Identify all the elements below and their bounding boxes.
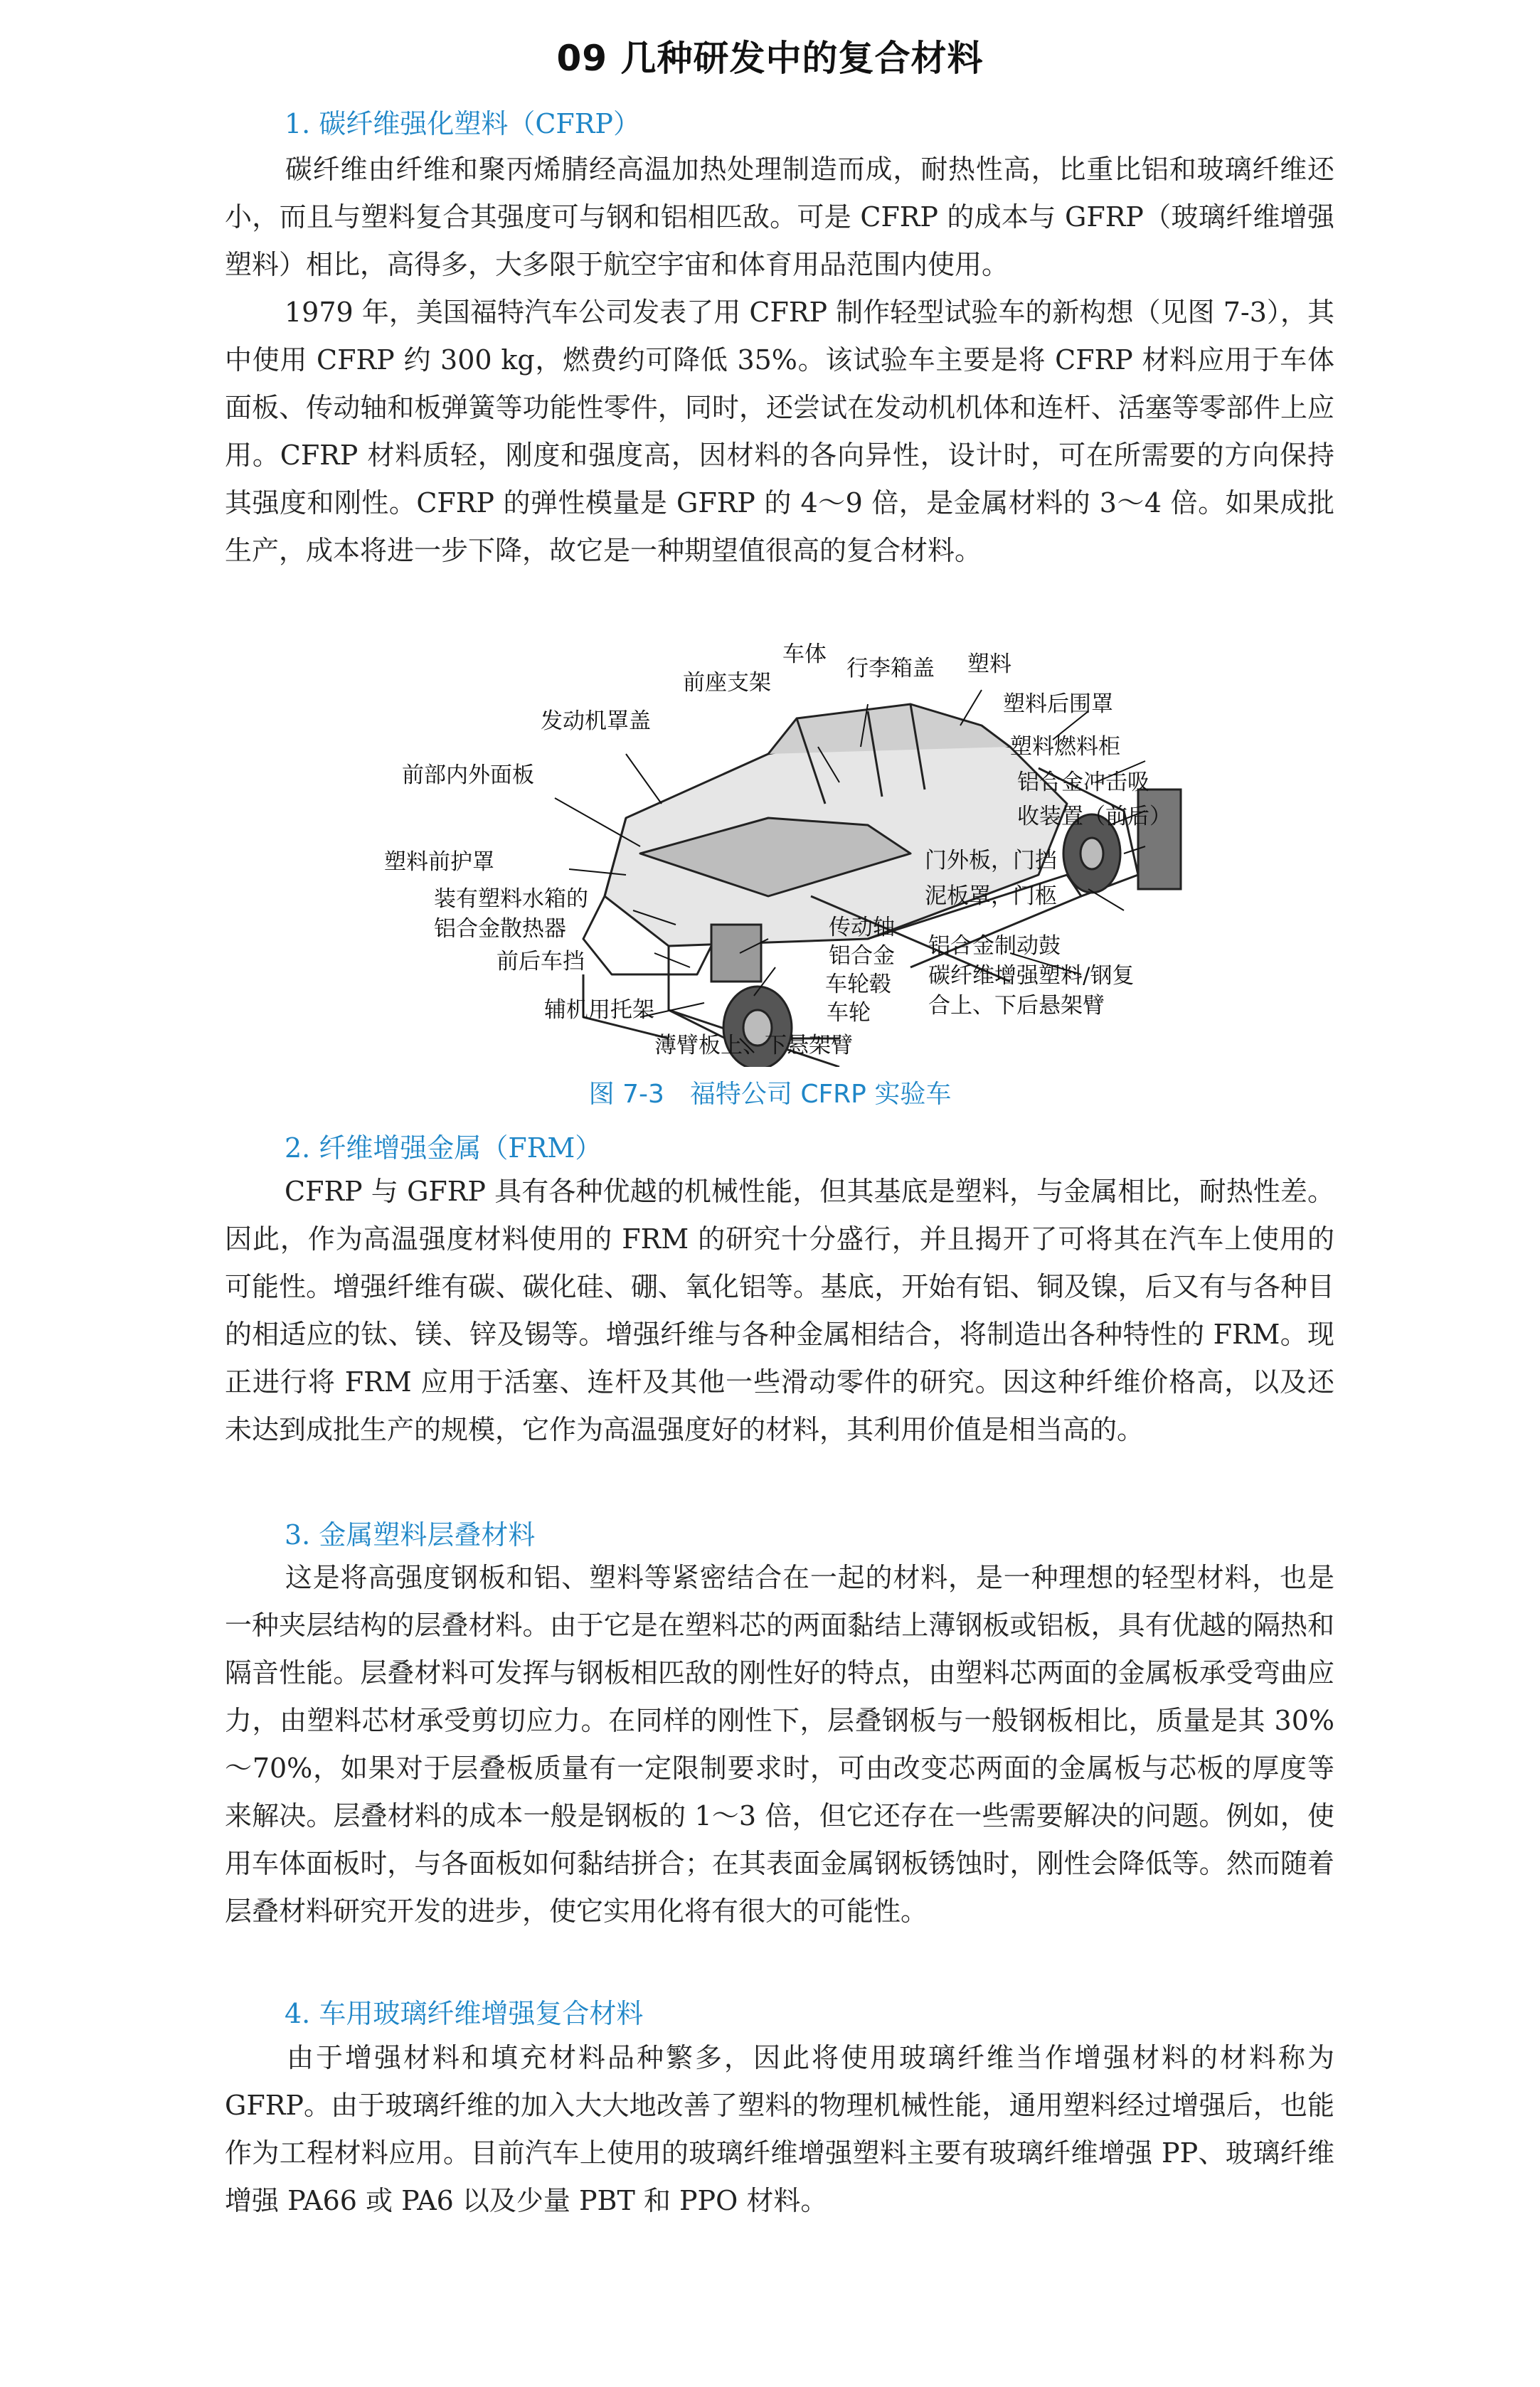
paragraph [225,1168,1334,1454]
label-front-seat-bracket: 前座支架 [683,670,771,696]
label-wheel: 车轮 [827,1000,871,1026]
section-body-gfrp [225,2034,1334,2225]
paragraph [225,289,1334,575]
label-hood: 发动机罩盖 [541,708,651,734]
section-heading-gfrp: 4. 车用玻璃纤维增强复合材料 [285,1998,644,2029]
paragraph-text: 由于增强材料和填充材料品种繁多，因此将使用玻璃纤维当作增强材料的材料称为 GFRP。由于玻璃纤维的加入大大地改善了塑料的物理机械性能，通用塑料经过增强后，也能作为工程材料应用。目前汽车上使用的玻璃纤维增强塑料主要有玻璃纤维增强 PP、玻璃纤维增强 PA66 或 PA6 以及少量 PBT 和 PPO 材料。 [225,2042,1334,2216]
label-al-impact-absorber-1: 铝合金冲击吸 [1017,770,1149,795]
label-cfrp-arms-1: 碳纤维增强塑料/钢复 [928,963,1135,989]
section-body-frm [225,1168,1334,1454]
label-drive-shaft: 传动轴 [829,915,895,940]
label-plastic-rear-shroud: 塑料后围罩 [1003,691,1113,717]
paragraph-text: 1979 年，美国福特汽车公司发表了用 CFRP 制作轻型试验车的新构想（见图 7-3），其中使用 CFRP 约 300 kg，燃费约可降低 35%。该试验车主要是将 CFRP 材料应用于车体面板、传动轴和板弹簧等功能性零件，同时，还尝试在发动机机体和连杆、活塞等零部件上应用。CFRP 材料质轻，刚度和强度高，因材料的各向异性，设计时，可在所需要的方向保持其强度和刚性。CFRP 的弹性模量是 GFRP 的 4～9 倍，是金属材料的 3～4 倍。如果成批生产，成本将进一步下降，故它是一种期望值很高的复合材料。 [225,297,1334,566]
label-bumpers: 前后车挡 [496,949,585,974]
page-title: 09 几种研发中的复合材料 [556,38,984,79]
label-al-wheel-hub-1: 铝合金 [829,943,895,969]
figure-caption: 图 7-3 福特公司 CFRP 实验车 [588,1080,952,1109]
label-plastic-fuel-tank: 塑料燃料柜 [1010,734,1120,760]
section-body-laminate [225,1554,1334,1935]
label-aux-bracket: 辅机用托架 [544,997,654,1023]
label-front-panels: 前部内外面板 [402,762,534,788]
figure-ford-cfrp-car [370,640,1223,1067]
section-heading-frm: 2. 纤维增强金属（FRM） [285,1132,602,1164]
label-plastic-front-guard: 塑料前护罩 [384,849,494,875]
paragraph-text: 碳纤维由纤维和聚丙烯腈经高温加热处理制造而成，耐热性高，比重比铝和玻璃纤维还小，而且与塑料复合其强度可与钢和铝相匹敌。可是 CFRP 的成本与 GFRP（玻璃纤维增强塑料）相比，高得多，大多限于航空宇宙和体育用品范围内使用。 [225,154,1334,280]
section-heading-laminate: 3. 金属塑料层叠材料 [285,1519,536,1551]
label-door-panel-1: 门外板，门挡 [925,848,1057,873]
paragraph [225,2034,1334,2225]
label-trunk-lid: 行李箱盖 [846,656,935,681]
section-heading-cfrp: 1. 碳纤维强化塑料（CFRP） [285,108,640,139]
label-cfrp-arms-2: 合上、下后悬架臂 [928,993,1105,1019]
paragraph [225,1554,1334,1935]
label-thin-arms: 薄臂板上、下悬架臂 [654,1033,853,1058]
label-al-impact-absorber-2: 收装置（前后） [1017,804,1172,829]
label-radiator-1: 装有塑料水箱的 [434,886,588,912]
label-radiator-2: 铝合金散热器 [434,916,566,942]
label-plastic: 塑料 [967,652,1011,677]
paragraph-text: 这是将高强度钢板和铝、塑料等紧密结合在一起的材料，是一种理想的轻型材料，也是一种夹层结构的层叠材料。由于它是在塑料芯的两面黏结上薄钢板或铝板，具有优越的隔热和隔音性能。层叠材料可发挥与钢板相匹敌的刚性好的特点，由塑料芯两面的金属板承受弯曲应力，由塑料芯材承受剪切应力。在同样的刚性下，层叠钢板与一般钢板相比，质量是其 30%～70%，如果对于层叠板质量有一定限制要求时，可由改变芯两面的金属板与芯板的厚度等来解决。层叠材料的成本一般是钢板的 1～3 倍，但它还存在一些需要解决的问题。例如，使用车体面板时，与各面板如何黏结拼合；在其表面金属钢板锈蚀时，刚性会降低等。然而随着层叠材料研究开发的进步，使它实用化将有很大的可能性。 [225,1562,1334,1927]
label-body: 车体 [782,642,827,667]
paragraph-text: CFRP 与 GFRP 具有各种优越的机械性能，但其基底是塑料，与金属相比，耐热性差。因此，作为高温强度材料使用的 FRM 的研究十分盛行，并且揭开了可将其在汽车上使用的可能性。增强纤维有碳、碳化硅、硼、氧化铝等。基底，开始有铝、铜及镍，后又有与各种目的相适应的钛、镁、锌及锡等。增强纤维与各种金属相结合，将制造出各种特性的 FRM。现正进行将 FRM 应用于活塞、连杆及其他一些滑动零件的研究。因这种纤维价格高，以及还未达到成批生产的规模，它作为高温强度好的材料，其利用价值是相当高的。 [225,1176,1334,1445]
label-al-wheel-hub-2: 车轮毂 [825,972,891,997]
paragraph [225,146,1334,289]
label-door-panel-2: 泥板罩，门柩 [925,883,1057,909]
label-al-brake-drum: 铝合金制动鼓 [928,933,1061,959]
section-body-cfrp [225,146,1334,575]
